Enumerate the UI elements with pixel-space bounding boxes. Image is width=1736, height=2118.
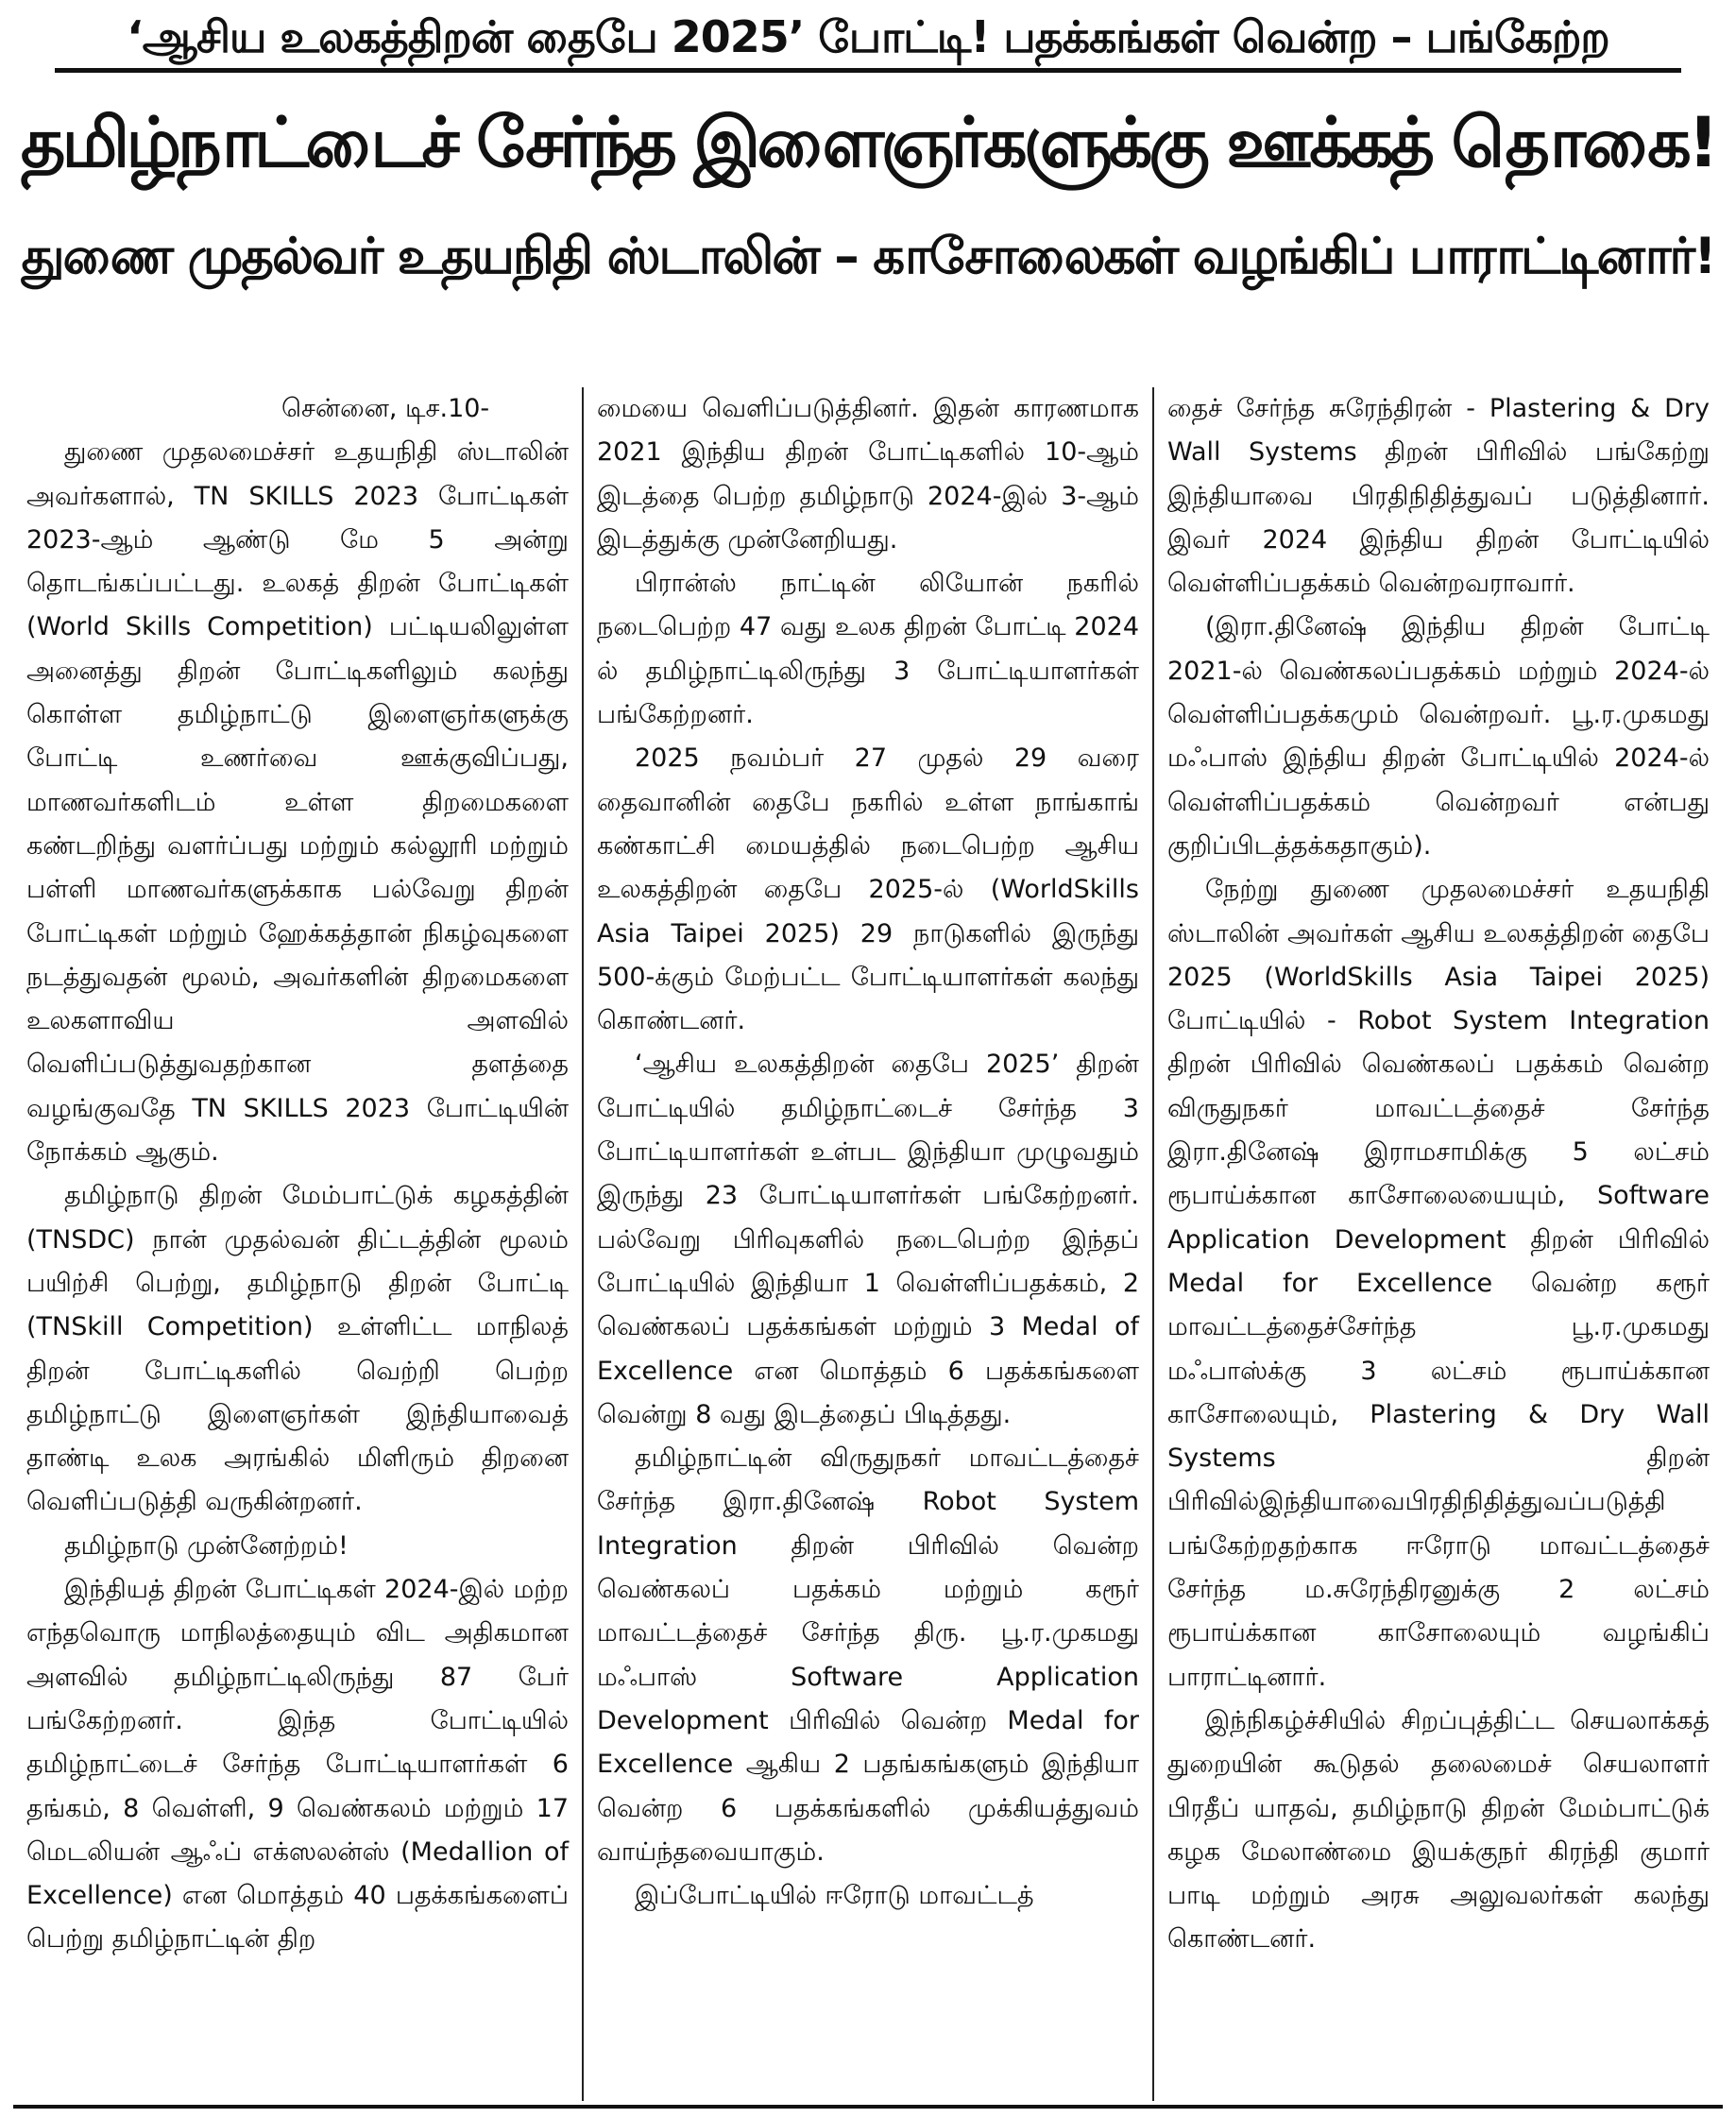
section-subheading: தமிழ்நாடு முன்னேற்றம்! <box>64 1530 349 1561</box>
paragraph: ‘ஆசிய உலகத்திறன் தைபே 2025’ திறன் போட்டியில் தமிழ்நாட்டைச் சேர்ந்த 3 போட்டியாளர்கள் உள்பட இந்தியா முழுவதும் இருந்து 23 போட்டியாளர்கள் பங்கேற்றனர். பல்வேறு பிரிவுகளில் நடைபெற்ற இந்தப் போட்டியில் இந்தியா 1 வெள்ளிப்பதக்கம், 2 வெண்கலப் பதக்கங்கள் மற்றும் 3 Medal of Excellence என மொத்தம் 6 பதக்கங்களை வென்று 8 வது இடத்தைப் பிடித்தது. <box>597 1050 1139 1429</box>
sub-headline: துணை முதல்வர் உதயநிதி ஸ்டாலின் – காசோலைகள் வழங்கிப் பாராட்டினார்! <box>21 228 1715 285</box>
article-columns <box>13 387 1723 2101</box>
bottom-rule <box>13 2105 1723 2109</box>
paragraph: இந்நிகழ்ச்சியில் சிறப்புத்திட்ட செயலாக்கத் துறையின் கூடுதல் தலைமைச் செயலாளர் பிரதீப் யாதவ், தமிழ்நாடு திறன் மேம்பாட்டுக் கழக மேலாண்மை இயக்குநர் கிரந்தி குமார் பாடி மற்றும் அரசு அலுவலர்கள் கலந்து கொண்டனர். <box>1167 1705 1710 1955</box>
paragraph: இப்போட்டியில் ஈரோடு மாவட்டத் <box>635 1881 1034 1911</box>
kicker-headline: ‘ஆசிய உலகத்திறன் தைபே 2025’ போட்டி! பதக்கங்கள் வென்ற – பங்கேற்ற <box>55 0 1681 73</box>
paragraph: தமிழ்நாட்டின் விருதுநகர் மாவட்டத்தைச் சேர்ந்த இரா.தினேஷ் Robot System Integration திறன் பிரிவில் வென்ற வெண்கலப் பதக்கம் மற்றும் கரூர் மாவட்டத்தைச் சேர்ந்த திரு. பூ.ர.முகமது மஃபாஸ் Software Application Development பிரிவில் வென்ற Medal for Excellence ஆகிய 2 பதங்கங்களும் இந்தியா வென்ற 6 பதக்கங்களில் முக்கியத்துவம் வாய்ந்தவையாகும். <box>597 1443 1139 1867</box>
article-column-2 <box>582 387 1152 2101</box>
paragraph: தமிழ்நாடு திறன் மேம்பாட்டுக் கழகத்தின் (TNSDC) நான் முதல்வன் திட்டத்தின் மூலம் பயிற்சி பெற்று, தமிழ்நாடு திறன் போட்டி (TNSkill Competition) உள்ளிட்ட மாநிலத் திறன் போட்டிகளில் வெற்றி பெற்ற தமிழ்நாட்டு இளைஞர்கள் இந்தியாவைத் தாண்டி உலக அரங்கில் மிளிரும் திறனை வெளிப்படுத்தி வருகின்றனர். <box>26 1181 569 1517</box>
paragraph: துணை முதலமைச்சர் உதயநிதி ஸ்டாலின் அவர்களால், TN SKILLS 2023 போட்டிகள் 2023-ஆம் ஆண்டு மே 5 அன்று தொடங்கப்பட்டது. உலகத் திறன் போட்டிகள் (World Skills Competition) பட்டியலிலுள்ள அனைத்து திறன் போட்டிகளிலும் கலந்து கொள்ள தமிழ்நாட்டு இளைஞர்களுக்கு போட்டி உணர்வை ஊக்குவிப்பது, மாணவர்களிடம் உள்ள திறமைகளை கண்டறிந்து வளர்ப்பது மற்றும் கல்லூரி மற்றும் பள்ளி மாணவர்களுக்காக பல்வேறு திறன் போட்டிகள் மற்றும் ஹேக்கத்தான் நிகழ்வுகளை நடத்துவதன் மூலம், அவர்களின் திறமைகளை உலகளாவிய அளவில் வெளிப்படுத்துவதற்கான தளத்தை வழங்குவதே TN SKILLS 2023 போட்டியின் நோக்கம் ஆகும். <box>26 437 569 1168</box>
paragraph: 2025 நவம்பர் 27 முதல் 29 வரை தைவானின் தைபே நகரில் உள்ள நாங்காங் கண்காட்சி மையத்தில் நடைபெற்ற ஆசிய உலகத்திறன் தைபே 2025-ல் (WorldSkills Asia Taipei 2025) 29 நாடுகளில் இருந்து 500-க்கும் மேற்பட்ட போட்டியாளர்கள் கலந்து கொண்டனர். <box>597 743 1139 1036</box>
article-column-3 <box>1152 387 1723 2101</box>
paragraph: மையை வெளிப்படுத்தினர். இதன் காரணமாக 2021 இந்திய திறன் போட்டிகளில் 10-ஆம் இடத்தை பெற்ற தமிழ்நாடு 2024-இல் 3-ஆம் இடத்துக்கு முன்னேறியது. <box>597 394 1139 555</box>
paragraph: இந்தியத் திறன் போட்டிகள் 2024-இல் மற்ற எந்தவொரு மாநிலத்தையும் விட அதிகமான அளவில் தமிழ்நாட்டிலிருந்து 87 பேர் பங்கேற்றனர். இந்த போட்டியில் தமிழ்நாட்டைச் சேர்ந்த போட்டியாளர்கள் 6 தங்கம், 8 வெள்ளி, 9 வெண்கலம் மற்றும் 17 மெடலியன் ஆஃப் எக்ஸலன்ஸ் (Medallion of Excellence) என மொத்தம் 40 பதக்கங்களைப் பெற்று தமிழ்நாட்டின் திற <box>26 1575 569 1955</box>
paragraph: நேற்று துணை முதலமைச்சர் உதயநிதி ஸ்டாலின் அவர்கள் ஆசிய உலகத்திறன் தைபே 2025 (WorldSkills Asia Taipei 2025) போட்டியில் - Robot System Integration திறன் பிரிவில் வெண்கலப் பதக்கம் வென்ற விருதுநகர் மாவட்டத்தைச் சேர்ந்த இரா.தினேஷ் இராமசாமிக்கு 5 லட்சம் ரூபாய்க்கான காசோலையையும், Software Application Development திறன் பிரிவில் Medal for Excellence வென்ற கரூர் மாவட்டத்தைச்சேர்ந்த பூ.ர.முகமது மஃபாஸ்க்கு 3 லட்சம் ரூபாய்க்கான காசோலையும், Plastering & Dry Wall Systems திறன் பிரிவில்இந்தியாவைபிரதிநிதித்துவப்படுத்தி பங்கேற்றதற்காக ஈரோடு மாவட்டத்தைச் சேர்ந்த ம.சுரேந்திரனுக்கு 2 லட்சம் ரூபாய்க்கான காசோலையும் வழங்கிப் பாராட்டினார். <box>1167 875 1710 1692</box>
main-headline: தமிழ்நாட்டைச் சேர்ந்த இளைஞர்களுக்கு ஊக்கத் தொகை! <box>20 103 1716 183</box>
article-column-1 <box>13 387 582 2101</box>
paragraph: (இரா.தினேஷ் இந்திய திறன் போட்டி 2021-ல் வெண்கலப்பதக்கம் மற்றும் 2024-ல் வெள்ளிப்பதக்கமும் வென்றவர். பூ.ர.முகமது மஃபாஸ் இந்திய திறன் போட்டியில் 2024-ல் வெள்ளிப்பதக்கம் வென்றவர் என்பது குறிப்பிடத்தக்கதாகும்). <box>1167 612 1710 861</box>
paragraph: தைச் சேர்ந்த சுரேந்திரன் - Plastering & Dry Wall Systems திறன் பிரிவில் பங்கேற்று இந்தியாவை பிரதிநிதித்துவப் படுத்தினார். இவர் 2024 இந்திய திறன் போட்டியில் வெள்ளிப்பதக்கம் வென்றவராவார். <box>1167 394 1710 599</box>
dateline: சென்னை, டிச.10- <box>281 394 490 423</box>
paragraph: பிரான்ஸ் நாட்டின் லியோன் நகரில் நடைபெற்ற 47 வது உலக திறன் போட்டி 2024 ல் தமிழ்நாட்டிலிருந்து 3 போட்டியாளர்கள் பங்கேற்றனர். <box>597 569 1139 730</box>
